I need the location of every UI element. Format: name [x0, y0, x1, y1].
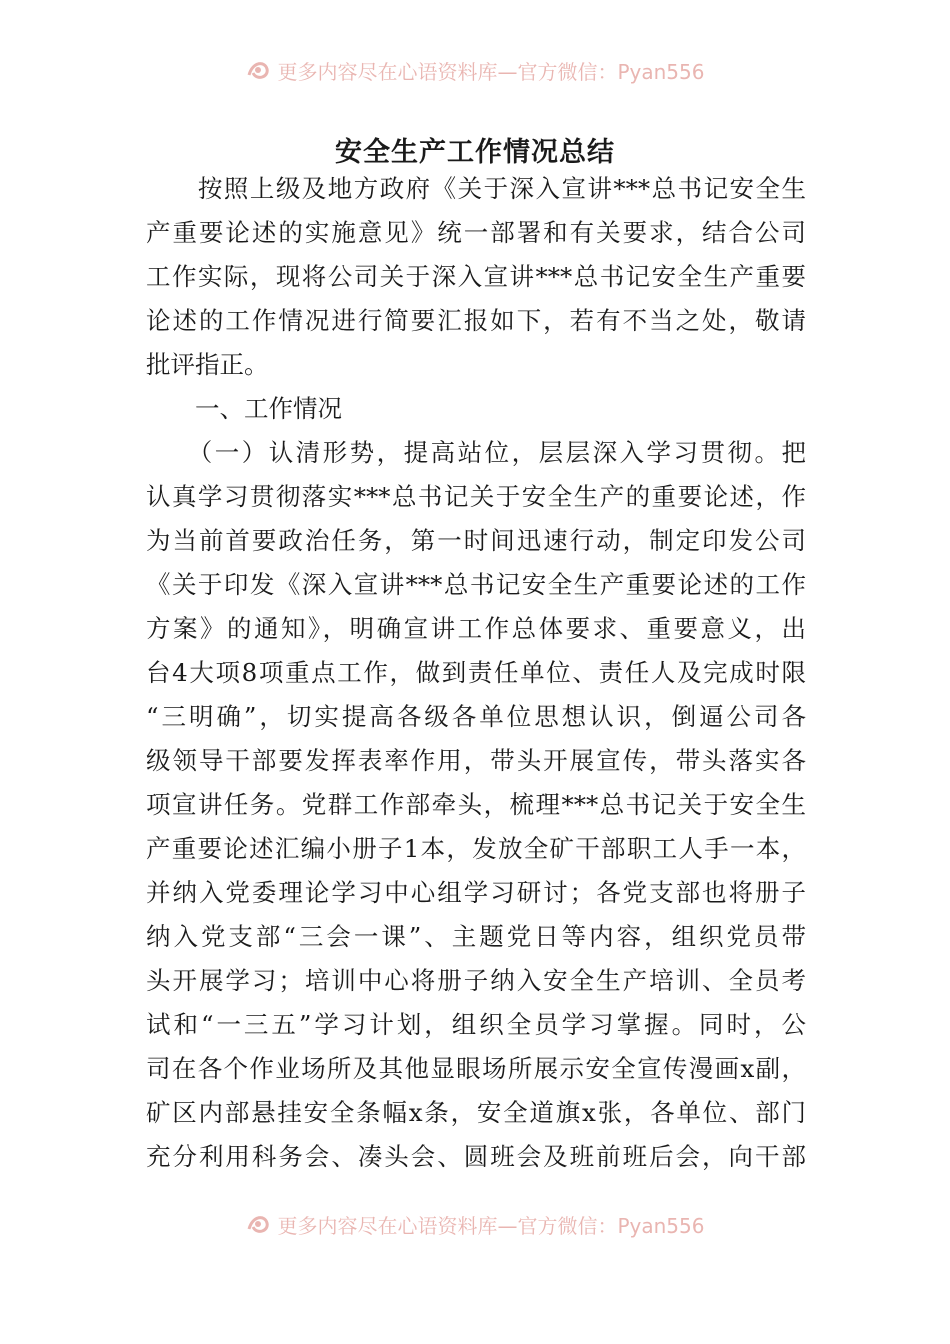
- watermark-text: 更多内容尽在心语资料库—官方微信：Pyan556: [277, 1213, 705, 1238]
- body-line: 产重要论述的实施意见》统一部署和有关要求，结合公司: [146, 218, 806, 247]
- body-line: 充分利用科务会、凑头会、圆班会及班前班后会，向干部: [146, 1142, 806, 1171]
- body-line: 方案》的通知》，明确宣讲工作总体要求、重要意义，出: [146, 614, 806, 643]
- body-line: 论述的工作情况进行简要汇报如下，若有不当之处，敬请: [146, 306, 806, 335]
- body-line: 司在各个作业场所及其他显眼场所展示安全宣传漫画x副，: [146, 1054, 806, 1083]
- watermark-footer: [0, 1209, 950, 1239]
- body-line: 并纳入党委理论学习中心组学习研讨；各党支部也将册子: [146, 878, 806, 907]
- body-line: 工作实际，现将公司关于深入宣讲***总书记安全生产重要: [146, 262, 806, 291]
- body-line: 级领导干部要发挥表率作用，带头开展宣传，带头落实各: [146, 746, 806, 775]
- body-line: 台4大项8项重点工作，做到责任单位、责任人及完成时限: [146, 658, 806, 687]
- watermark-header: [0, 55, 950, 85]
- body-line: 认真学习贯彻落实***总书记关于安全生产的重要论述，作: [146, 482, 806, 511]
- body-line: 按照上级及地方政府《关于深入宣讲***总书记安全生: [146, 174, 806, 203]
- body-line: 批评指正。: [146, 350, 269, 379]
- body-line: 产重要论述汇编小册子1本，发放全矿干部职工人手一本，: [146, 834, 806, 863]
- body-line: （一）认清形势，提高站位，层层深入学习贯彻。把: [146, 438, 806, 467]
- body-line: 项宣讲任务。党群工作部牵头，梳理***总书记关于安全生: [146, 790, 806, 819]
- body-line: 纳入党支部“三会一课”、主题党日等内容，组织党员带: [146, 922, 806, 951]
- document-title: 安全生产工作情况总结: [335, 137, 615, 168]
- watermark-logo-icon: [245, 1211, 271, 1237]
- watermark-logo-icon: [245, 57, 271, 83]
- body-line: 头开展学习；培训中心将册子纳入安全生产培训、全员考: [146, 966, 806, 995]
- body-line: “三明确”，切实提高各级各单位思想认识，倒逼公司各: [146, 702, 806, 731]
- watermark-text: 更多内容尽在心语资料库—官方微信：Pyan556: [277, 59, 705, 84]
- body-line: 试和“一三五”学习计划，组织全员学习掌握。同时，公: [146, 1010, 806, 1039]
- section-heading: 一、工作情况: [146, 394, 342, 423]
- body-line: 矿区内部悬挂安全条幅x条，安全道旗x张，各单位、部门: [146, 1098, 806, 1127]
- body-line: 《关于印发《深入宣讲***总书记安全生产重要论述的工作: [146, 570, 806, 599]
- body-line: 为当前首要政治任务，第一时间迅速行动，制定印发公司: [146, 526, 806, 555]
